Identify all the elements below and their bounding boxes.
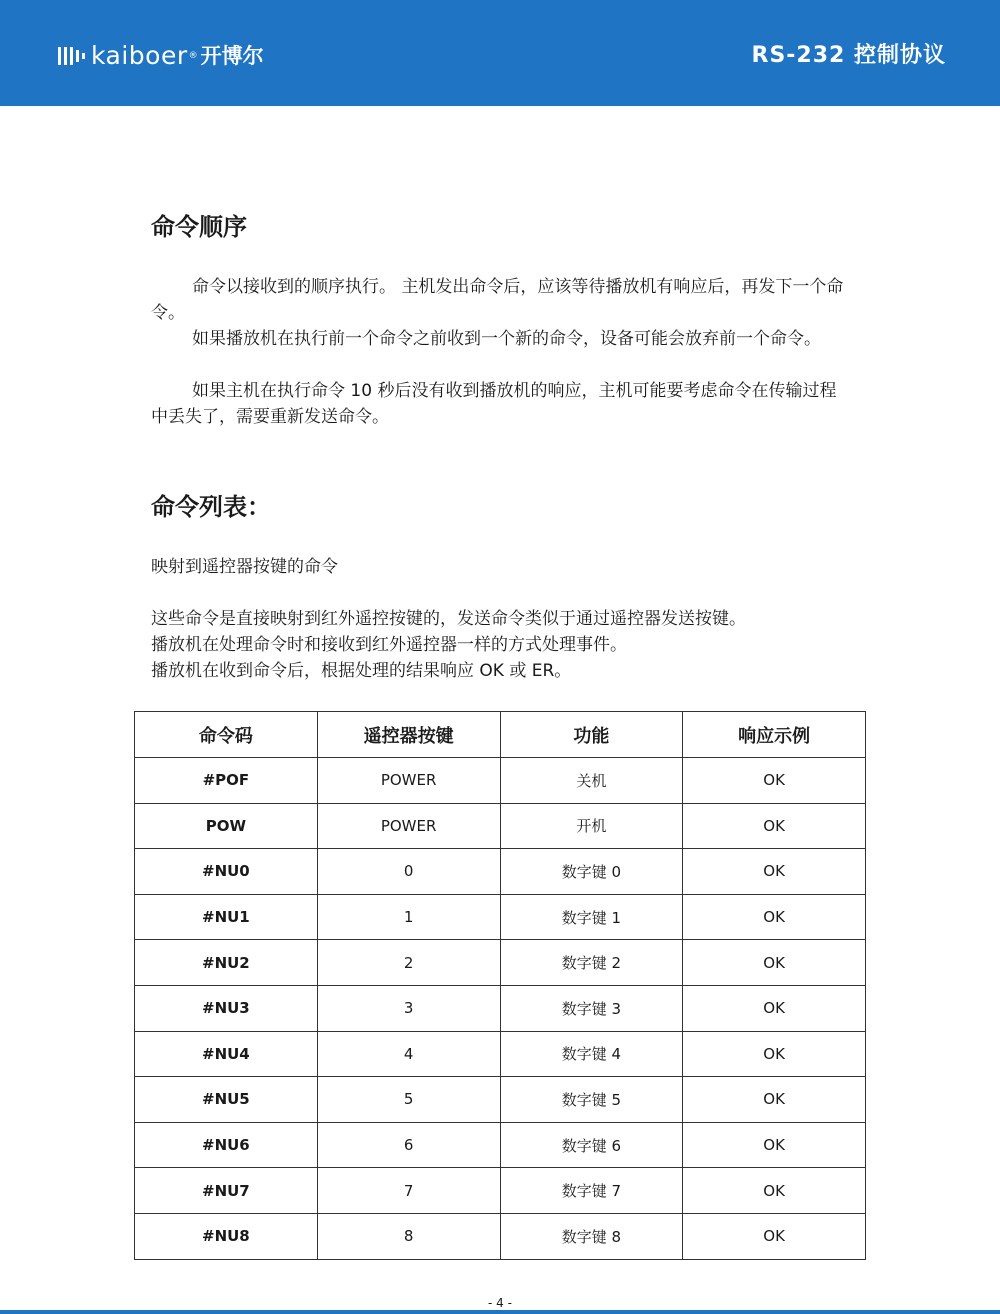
brand-name: kaiboer: [91, 41, 188, 70]
response-cell: OK: [683, 940, 866, 986]
function-cell: 数字键 3: [500, 985, 683, 1031]
remote-key-cell: 0: [317, 849, 500, 895]
response-cell: OK: [683, 894, 866, 940]
response-cell: OK: [683, 849, 866, 895]
table-row: [135, 985, 866, 1031]
remote-key-cell: POWER: [317, 758, 500, 804]
response-cell: OK: [683, 985, 866, 1031]
table-row: [135, 803, 866, 849]
remote-key-cell: 4: [317, 1031, 500, 1077]
command-code-cell: #POF: [135, 758, 318, 804]
remote-key-cell: 3: [317, 985, 500, 1031]
brand-name-cn: 开博尔: [200, 44, 264, 68]
table-row: [135, 1031, 866, 1077]
remote-key-cell: 2: [317, 940, 500, 986]
sound-bars-logo-icon: [58, 45, 85, 67]
function-cell: 数字键 5: [500, 1077, 683, 1123]
function-cell: 开机: [500, 803, 683, 849]
paragraph: 如果主机在执行命令 10 秒后没有收到播放机的响应，主机可能要考虑命令在传输过程中丢失了，需要重新发送命令。: [151, 381, 837, 427]
command-code-cell: #NU5: [135, 1077, 318, 1123]
section-title-command-list: 命令列表：: [151, 493, 271, 521]
table-row: [135, 1077, 866, 1123]
description-line: 这些命令是直接映射到红外遥控按键的，发送命令类似于通过遥控器发送按键。: [151, 609, 746, 629]
brand-logo: [58, 40, 264, 72]
command-code-cell: POW: [135, 803, 318, 849]
command-code-cell: #NU3: [135, 985, 318, 1031]
section-subtitle: 映射到遥控器按键的命令: [151, 557, 338, 577]
paragraph: 如果播放机在执行前一个命令之前收到一个新的命令，设备可能会放弃前一个命令。: [192, 329, 821, 349]
function-cell: 数字键 1: [500, 894, 683, 940]
table-row: [135, 894, 866, 940]
function-cell: 数字键 4: [500, 1031, 683, 1077]
table-row: [135, 1213, 866, 1259]
page-number: - 4 -: [488, 1296, 512, 1310]
table-row: [135, 1122, 866, 1168]
response-cell: OK: [683, 758, 866, 804]
remote-key-cell: 7: [317, 1168, 500, 1214]
document-title: RS-232 控制协议: [751, 43, 946, 68]
command-code-cell: #NU2: [135, 940, 318, 986]
remote-key-cell: POWER: [317, 803, 500, 849]
response-cell: OK: [683, 803, 866, 849]
column-header: 响应示例: [683, 712, 866, 758]
table-row: [135, 758, 866, 804]
table-row: [135, 849, 866, 895]
function-cell: 数字键 7: [500, 1168, 683, 1214]
column-header: 命令码: [135, 712, 318, 758]
response-cell: OK: [683, 1031, 866, 1077]
table-row: [135, 1168, 866, 1214]
remote-key-cell: 6: [317, 1122, 500, 1168]
function-cell: 关机: [500, 758, 683, 804]
command-code-cell: #NU7: [135, 1168, 318, 1214]
remote-key-cell: 8: [317, 1213, 500, 1259]
command-code-cell: #NU6: [135, 1122, 318, 1168]
function-cell: 数字键 0: [500, 849, 683, 895]
command-code-cell: #NU8: [135, 1213, 318, 1259]
function-cell: 数字键 6: [500, 1122, 683, 1168]
column-header: 遥控器按键: [317, 712, 500, 758]
description-line: 播放机在收到命令后，根据处理的结果响应 OK 或 ER。: [151, 661, 572, 681]
command-table: [134, 711, 866, 1260]
section-title-command-order: 命令顺序: [151, 213, 247, 241]
response-cell: OK: [683, 1168, 866, 1214]
remote-key-cell: 5: [317, 1077, 500, 1123]
response-cell: OK: [683, 1122, 866, 1168]
description-line: 播放机在处理命令时和接收到红外遥控器一样的方式处理事件。: [151, 635, 627, 655]
command-code-cell: #NU4: [135, 1031, 318, 1077]
registered-mark: ®: [188, 51, 198, 61]
response-cell: OK: [683, 1077, 866, 1123]
paragraph: 命令以接收到的顺序执行。 主机发出命令后，应该等待播放机有响应后，再发下一个命令。: [151, 277, 844, 323]
remote-key-cell: 1: [317, 894, 500, 940]
table-row: [135, 940, 866, 986]
footer-accent-line: [0, 1310, 1000, 1314]
column-header: 功能: [500, 712, 683, 758]
function-cell: 数字键 8: [500, 1213, 683, 1259]
header-bar: [0, 0, 1000, 106]
function-cell: 数字键 2: [500, 940, 683, 986]
command-code-cell: #NU0: [135, 849, 318, 895]
table-header-row: [135, 712, 866, 758]
response-cell: OK: [683, 1213, 866, 1259]
command-code-cell: #NU1: [135, 894, 318, 940]
